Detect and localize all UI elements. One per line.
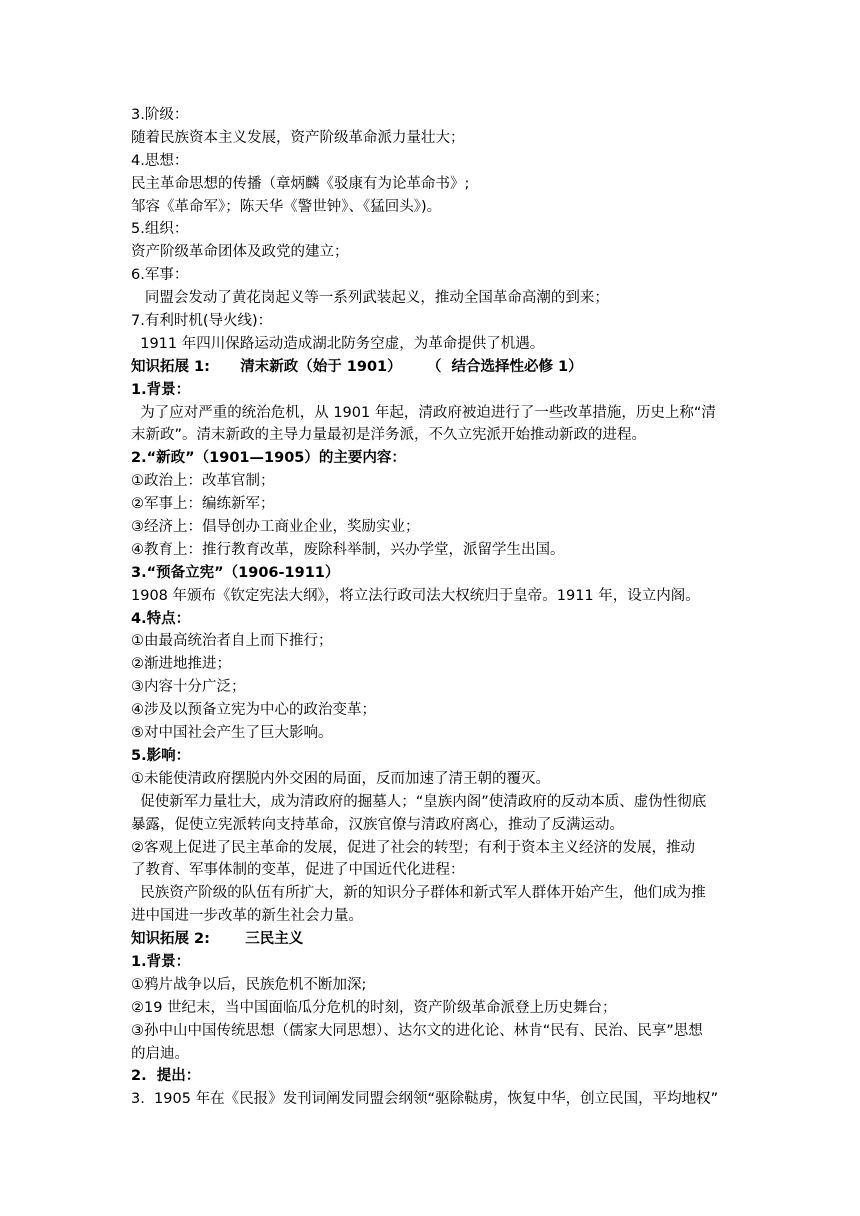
- section-heading: 5.影响：: [131, 747, 191, 764]
- text-line: 5.组织：: [131, 221, 189, 238]
- text-line: ①由最高统治者自上而下推行；: [131, 633, 333, 650]
- text-line: 的启迪。: [131, 1045, 189, 1062]
- text-line: 末新政”。清末新政的主导力量最初是洋务派，不久立宪派开始推动新政的进程。: [131, 427, 647, 444]
- text-line: 3.阶级：: [131, 107, 189, 123]
- section-heading: 2. 提出：: [131, 1068, 201, 1085]
- text-line: 进中国进一步改革的新生社会力量。: [131, 908, 363, 925]
- text-line: 6.军事：: [131, 267, 189, 284]
- section-heading: 2.“新政”（1901—1905）的主要内容：: [131, 450, 406, 467]
- text-line: 4.思想：: [131, 152, 189, 169]
- text-line: ③经济上：倡导创办工商业企业，奖励实业；: [131, 519, 420, 536]
- text-line: ③孙中山中国传统思想（儒家大同思想）、达尔文的进化论、林肯“民有、民治、民享”思想: [131, 1022, 703, 1039]
- text-line: ②客观上促进了民主革命的发展，促进了社会的转型；有利于资本主义经济的发展，推动: [131, 839, 695, 856]
- section-heading: 1.背景：: [131, 381, 191, 398]
- section-heading: 4.特点：: [131, 610, 191, 627]
- text-line: 随着民族资本主义发展，资产阶级革命派力量壮大；: [131, 129, 465, 146]
- text-line: 7.有利时机(导火线)：: [131, 313, 273, 330]
- text-line: 3. 1905 年在《民报》发刊词阐发同盟会纲领“驱除鞑虏，恢复中华，创立民国，平均地权”: [131, 1091, 719, 1108]
- section-heading: 3.“预备立宪”（1906-1911）: [131, 564, 340, 581]
- text-line: 为了应对严重的统治危机，从 1901 年起，清政府被迫进行了一些改革措施，历史上称“清: [131, 404, 716, 421]
- text-line: ①未能使清政府摆脱内外交困的局面，反而加速了清王朝的覆灭。: [131, 770, 550, 787]
- text-line: 邹容《革命军》；陈天华《警世钟》、《猛回头》)。: [131, 198, 442, 215]
- text-line: 1908 年颁布《钦定宪法大纲》，将立法行政司法大权统归于皇帝。1911 年，设立内阁。: [131, 587, 700, 604]
- text-line: ⑤对中国社会产生了巨大影响。: [131, 725, 333, 742]
- text-line: ①鸦片战争以后，民族危机不断加深;: [131, 976, 367, 993]
- text-line: ④涉及以预备立宪为中心的政治变革；: [131, 702, 376, 719]
- text-line: ③内容十分广泛；: [131, 679, 246, 696]
- text-line: ②军事上：编练新军；: [131, 496, 275, 513]
- text-line: ④教育上：推行教育改革，废除科举制，兴办学堂，派留学生出国。: [131, 541, 565, 558]
- text-line: 资产阶级革命团体及政党的建立；: [131, 244, 349, 261]
- text-line: 民族资产阶级的队伍有所扩大，新的知识分子群体和新式军人群体开始产生，他们成为推: [131, 885, 706, 902]
- text-line: ②渐进地推进；: [131, 656, 231, 673]
- text-line: 民主革命思想的传播（章炳麟《驳康有为论革命书》;: [131, 175, 470, 192]
- document-page: [131, 104, 731, 1111]
- text-line: 同盟会发动了黄花岗起义等一系列武装起义，推动全国革命高潮的到来；: [131, 290, 609, 307]
- text-line: 促使新军力量壮大，成为清政府的掘墓人；“皇族内阁”使清政府的反动本质、虚伪性彻底: [131, 793, 707, 810]
- section-heading: 知识拓展 1: 清末新政（始于 1901） （ 结合选择性必修 1）: [131, 358, 583, 375]
- section-heading: 知识拓展 2: 三民主义: [131, 931, 304, 948]
- text-line: ①政治上：改革官制；: [131, 473, 275, 490]
- section-heading: 1.背景：: [131, 953, 191, 970]
- text-line: 1911 年四川保路运动造成湖北防务空虚，为革命提供了机遇。: [131, 335, 545, 352]
- text-line: 了教育、军事体制的变革，促进了中国近代化进程：: [131, 862, 465, 879]
- text-line: ②19 世纪末，当中国面临瓜分危机的时刻，资产阶级革命派登上历史舞台；: [131, 999, 617, 1016]
- text-line: 暴露，促使立宪派转向支持革命，汉族官僚与清政府离心，推动了反满运动。: [131, 816, 624, 833]
